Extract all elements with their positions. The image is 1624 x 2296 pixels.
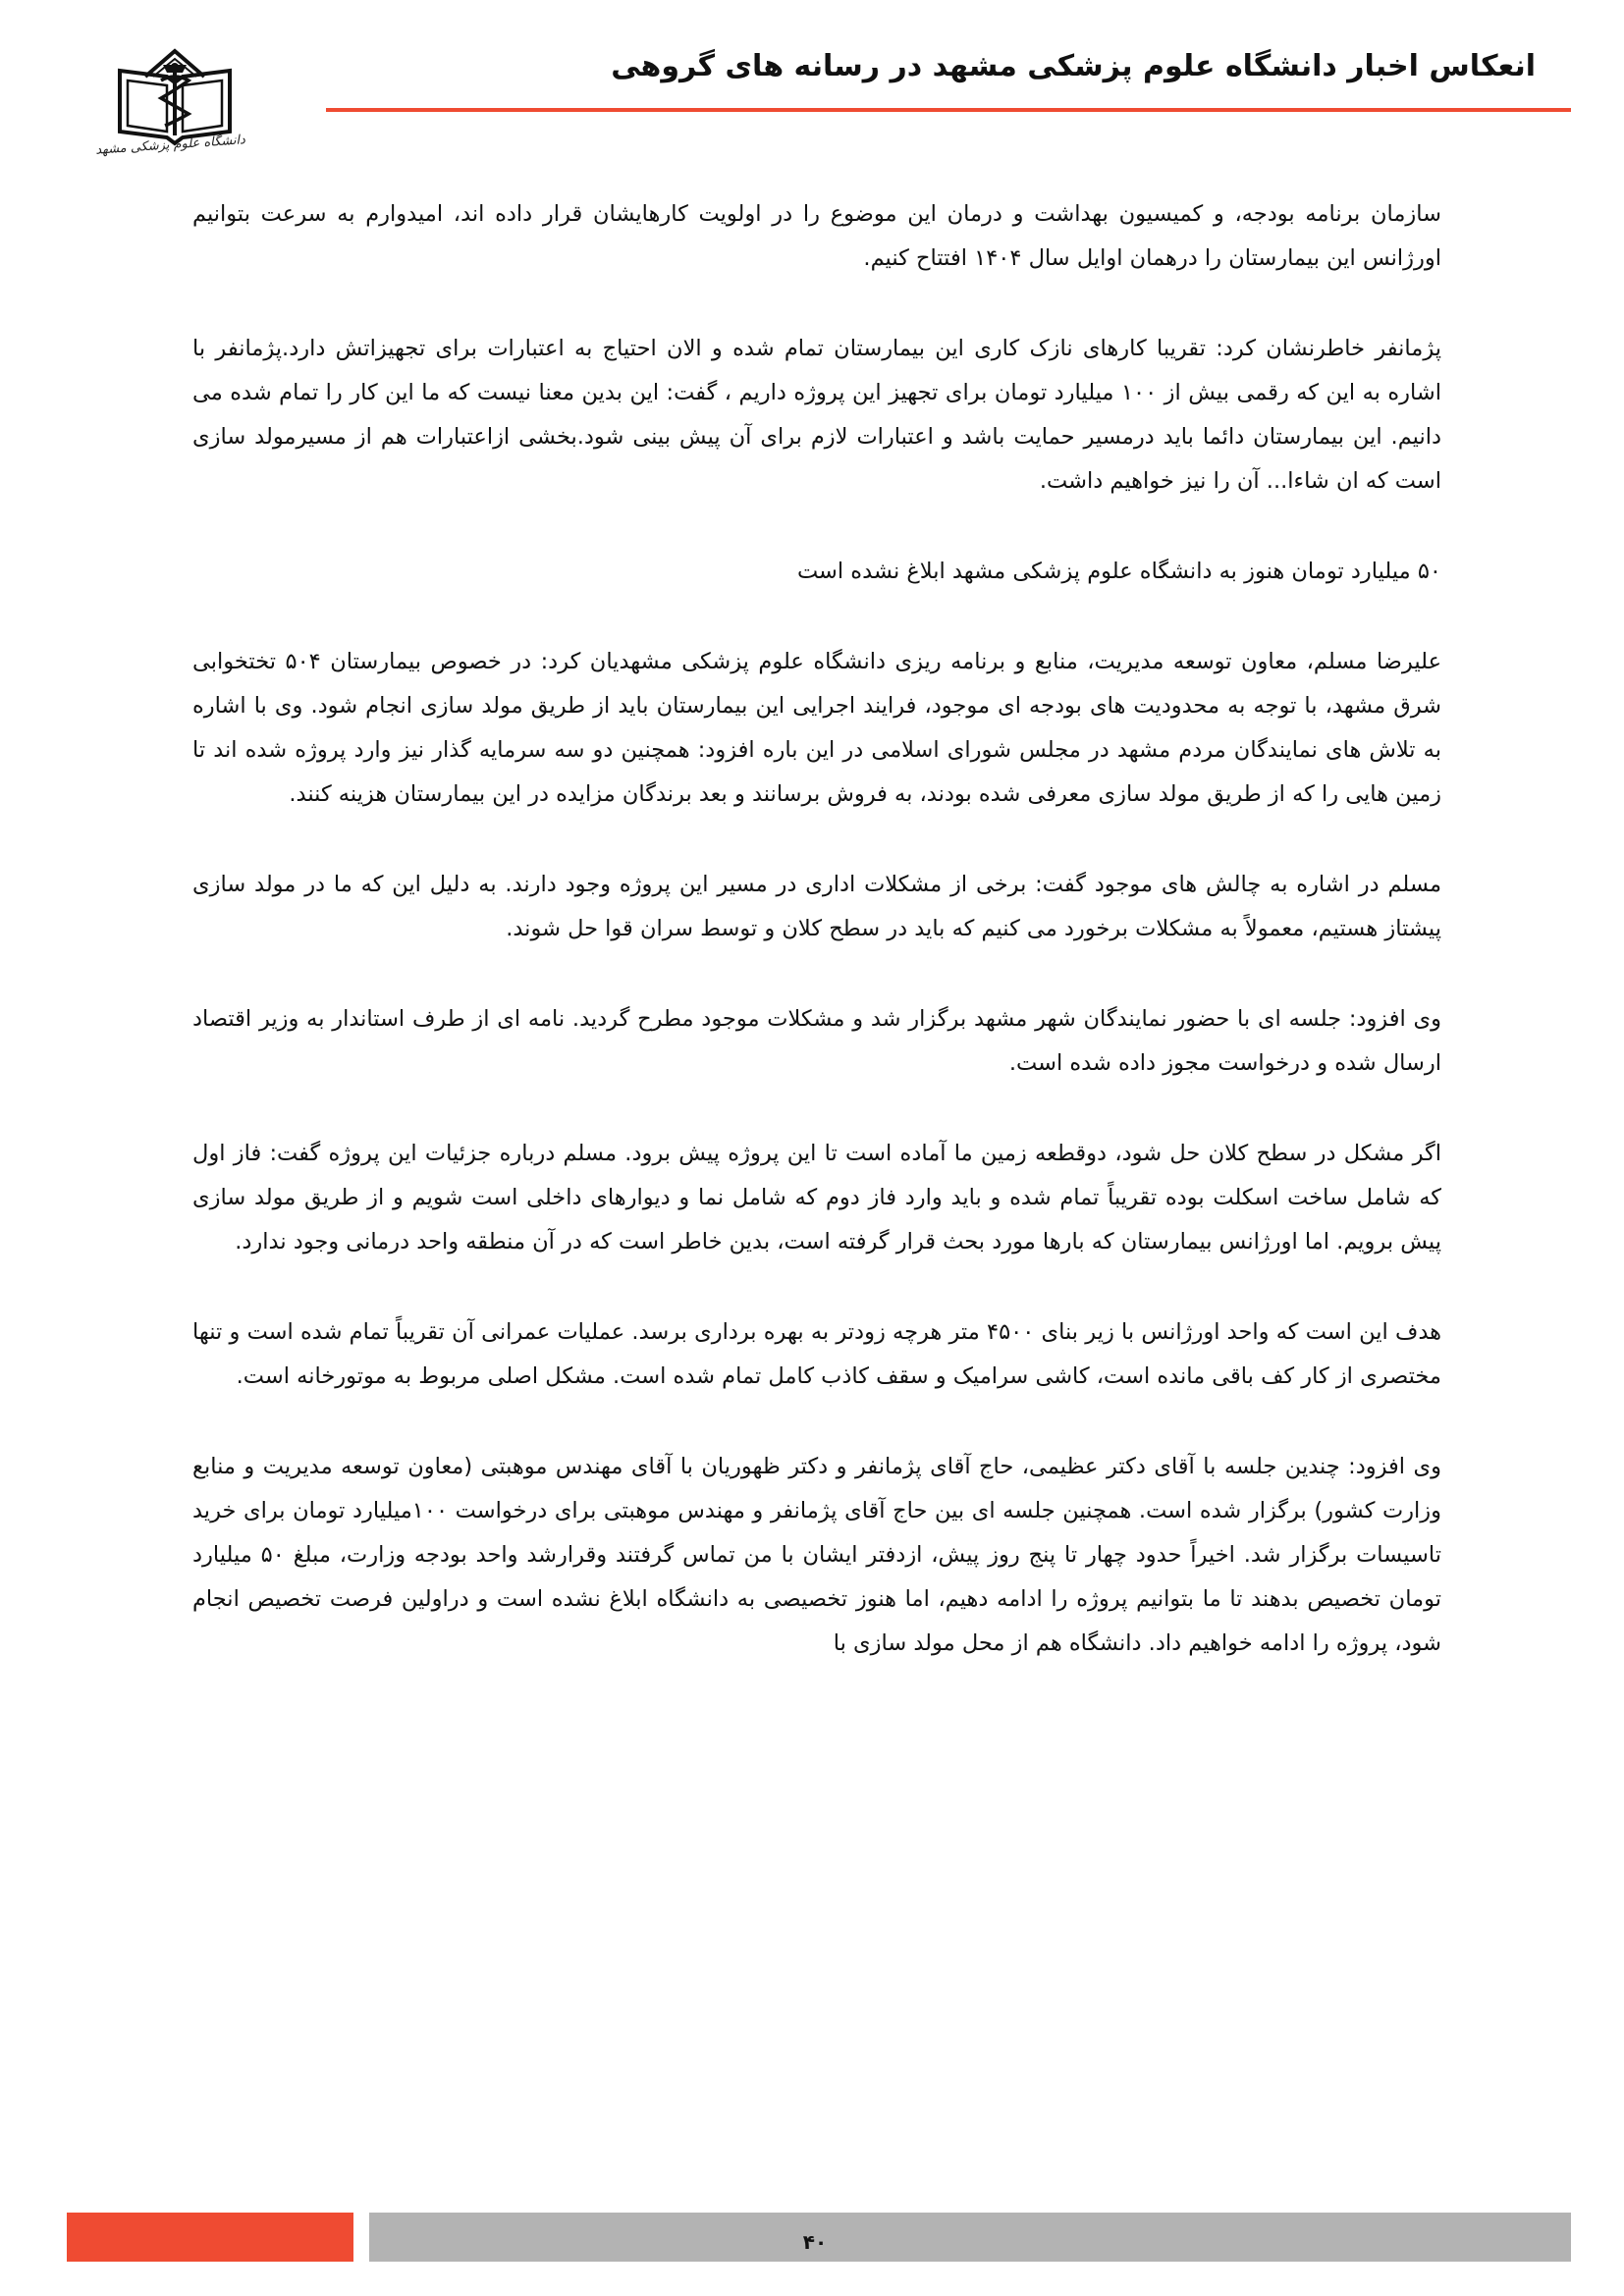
document-header-title: انعکاس اخبار دانشگاه علوم پزشکی مشهد در رسانه های گروهی xyxy=(611,49,1536,83)
paragraph: اگر مشکل در سطح کلان حل شود، دوقطعه زمین ما آماده است تا این پروژه پیش برود. مسلم درباره جزئیات این پروژه گفت: فاز اول که شامل ساخت اسکلت بوده تقریباً تمام شده و باید وارد فاز دوم که شامل نما و دیوارهای داخلی است شویم و از طریق مولد سازی پیش برویم. اما اورژانس بیمارستان که بارها مورد بحث قرار گرفته است، بدین خاطر است که در آن منطقه واحد درمانی وجود ندارد. xyxy=(192,1141,1441,1255)
paragraph: مسلم در اشاره به چالش های موجود گفت: برخی از مشکلات اداری در مسیر این پروژه وجود دارند. به دلیل این که ما در مولد سازی پیشتاز هستیم، معمولاً به مشکلات برخورد می کنیم که باید در سطح کلان و توسط سران قوا حل شوند. xyxy=(192,872,1441,941)
page-number: ۴۰ xyxy=(802,2230,828,2254)
paragraph: سازمان برنامه بودجه، و کمیسیون بهداشت و درمان این موضوع را در اولویت کارهایشان قرار داده اند، امیدوارم به سرعت بتوانیم اورژانس این بیمارستان را درهمان اوایل سال ۱۴۰۴ افتتاح کنیم. xyxy=(192,201,1441,271)
footer-accent-bar xyxy=(67,2213,353,2262)
article-body xyxy=(192,192,1441,1712)
section-heading: ۵۰ میلیارد تومان هنوز به دانشگاه علوم پزشکی مشهد ابلاغ نشده است xyxy=(796,559,1441,584)
header-divider xyxy=(326,108,1571,112)
paragraph: وی افزود: جلسه ای با حضور نمایندگان شهر مشهد برگزار شد و مشکلات موجود مطرح گردید. نامه ای از طرف استاندار به وزیر اقتصاد ارسال شده و درخواست مجوز داده شده است. xyxy=(192,1006,1441,1076)
paragraph: پژمانفر خاطرنشان کرد: تقریبا کارهای نازک کاری این بیمارستان تمام شده و الان احتیاج به اعتبارات برای تجهیزاتش دارد.پژمانفر با اشاره به این که رقمی بیش از ۱۰۰ میلیارد تومان برای تجهیز این پروژه داریم ، گفت: این بدین معنا نیست که ما این کار را تمام شده می دانیم. این بیمارستان دائما باید درمسیر حمایت باشد و اعتبارات لازم برای آن پیش بینی شود.بخشی ازاعتبارات هم از مسیرمولد سازی است که ان شاءا... آن را نیز خواهیم داشت. xyxy=(192,336,1442,494)
footer-gray-bar xyxy=(369,2213,1571,2262)
paragraph: هدف این است که واحد اورژانس با زیر بنای ۴۵۰۰ متر هرچه زودتر به بهره برداری برسد. عملیات عمرانی آن تقریباً تمام شده است و تنها مختصری از کار کف باقی مانده است، کاشی سرامیک و سقف کاذب کامل تمام شده است. مشکل اصلی مربوط به موتورخانه است. xyxy=(192,1319,1441,1389)
paragraph: وی افزود: چندین جلسه با آقای دکتر عظیمی، حاج آقای پژمانفر و دکتر ظهوریان با آقای مهندس موهبتی (معاون توسعه مدیریت و منابع وزارت کشور) برگزار شده است. همچنین جلسه ای بین حاج آقای پژمانفر و مهندس موهبتی برای درخواست ۱۰۰میلیارد تومان برای خرید تاسیسات برگزار شد. اخیراً حدود چهار تا پنج روز پیش، ازدفتر ایشان با من تماس گرفتند وقرارشد واحد بودجه وزارت، مبلغ ۵۰ میلیارد تومان تخصیص بدهند تا ما بتوانیم پروژه را ادامه دهیم، اما هنوز تخصیصی به دانشگاه ابلاغ نشده است و دراولین فرصت تخصیص انجام شود، پروژه را ادامه خواهیم داد. دانشگاه هم از محل مولد سازی با xyxy=(192,1454,1442,1656)
logo-caption: دانشگاه علوم پزشکی مشهد xyxy=(94,133,246,158)
paragraph: علیرضا مسلم، معاون توسعه مدیریت، منابع و برنامه ریزی دانشگاه علوم پزشکی مشهدیان کرد: در خصوص بیمارستان ۵۰۴ تختخوابی شرق مشهد، با توجه به محدودیت های بودجه ای موجود، فرایند اجرایی این بیمارستان باید از طریق مولد سازی انجام شود. وی با اشاره به تلاش های نمایندگان مردم مشهد در مجلس شورای اسلامی در این باره افزود: همچنین دو سه سرمایه گذار نیز وارد پروژه شده اند تا زمین هایی را که از طریق مولد سازی معرفی شده بودند، به فروش برسانند و بعد برندگان مزایده در این بیمارستان هزینه کنند. xyxy=(192,649,1441,807)
